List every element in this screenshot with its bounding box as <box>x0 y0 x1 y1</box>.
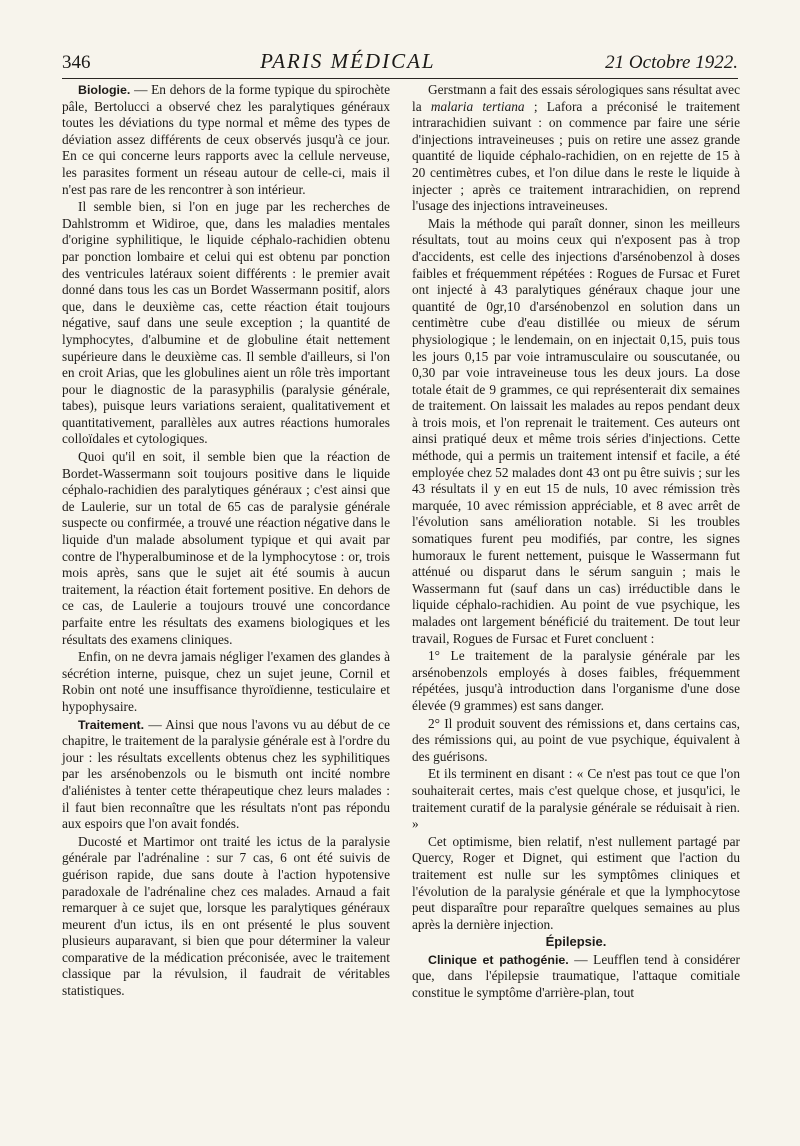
paragraph: Quoi qu'il en soit, il semble bien que la réaction de Bordet-Wassermann soit toujours positive dans le liquide céphalo-rachidien des paralytiques généraux ; c'est ainsi que de Laulerie, sur un total de 65 cas de paralysie générale suspecte ou confirmée, a trouvé une réaction négative dans le liquide d'un malade absolument typique et qui avait par contre de l'hyperalbuminose et de la lymphocytose : or, trois mois après, sans que le sujet ait été soumis à aucun traitement, la réaction était fortement positive. En dehors de ce cas, de Laulerie a toujours trouvé une concordance parfaite entre les résultats des examens biologiques et les résultats des examens cliniques. <box>62 449 390 647</box>
paragraph-traitement: Traitement. — Ainsi que nous l'avons vu au début de ce chapitre, le traitement de la paralysie générale est à l'ordre du jour : les résultats excellents obtenus chez les syphilitiques par les arsénobenzols ou le bismuth ont incité nombre d'aliénistes à tenter cette thérapeutique chez leurs malades : il faut bien reconnaître que les résultats n'ont pas répondu aux espoirs que l'on avait fondés. <box>62 716 390 832</box>
paragraph: Et ils terminent en disant : « Ce n'est pas tout ce que l'on souhaiterait certes, mais c'est quelque chose, et jusqu'ici, le traitement curatif de la paralysie générale se réduisait à rien. » <box>412 766 740 832</box>
paragraph-biologie: Biologie. — En dehors de la forme typique du spirochète pâle, Bertolucci a observé chez les paralytiques généraux toutes les déviations du type normal et même des types de déviation assez différents de ceux observés jusqu'à ce jour. En ce qui concerne leurs rapports avec la cellule nerveuse, les parasites forment un réseau autour de celle-ci, mais il n'est pas rare de les rencontrer à son intérieur. <box>62 82 390 197</box>
left-column <box>62 82 390 1001</box>
section-title-epilepsie: Épilepsie. <box>545 934 607 950</box>
paragraph: Cet optimisme, bien relatif, n'est nullement partagé par Quercy, Roger et Dignet, qui estiment que l'action du traitement est nulle sur les symptômes cliniques et l'évolution de la paralysie générale et que la lymphocytose peut disparaître pour reparaître quelques semaines au plus après la dernière injection. <box>412 833 740 932</box>
paragraph-clinique: Clinique et pathogénie. — Leufflen tend à considérer que, dans l'épilepsie traumatique, l'attaque comitiale constitue le symptôme d'arrière-plan, tout <box>412 951 740 1001</box>
paragraph: Mais la méthode qui paraît donner, sinon les meilleurs résultats, tout au moins ceux qui n'exposent pas à trop d'accidents, est celle des injections d'arsénobenzol à doses faibles et fréquemment répétées : Rogues de Fursac et Furet ont injecté à 43 paralytiques généraux chaque jour une quantité de 0gr,10 d'arsénobenzol en solution dans un centimètre cube d'eau distillée ou mieux de sérum physiologique ; le lendemain, on en injectait 0,15, puis tous les jours 0,15 par voie intramusculaire ou souscutanée, ou 0,30 par voie intraveineuse tous les deux jours. La dose totale était de 9 grammes, ce qui représenterait dix semaines de traitement. On laissait les malades au repos pendant deux à trois mois, et l'on reprenait le traitement. Ces auteurs ont ainsi pratiqué deux et même trois séries d'injections. Cette méthode, qui a permis un traitement intensif et facile, a été employée chez 52 malades dont 43 ont pu être suivis ; sur les 43 résultats il y en eut 15 de nuls, 10 avec rémission très marquée, 10 avec rémission appréciable, et 8 avec arrêt de l'évolution sans amélioration notable. Si les troubles somatiques furent peu modifiés, par contre, les signes humoraux le furent nettement, puisque le Wassermann fut atténué ou disparut dans le sérum sanguin ; mais le Wassermann fut (sauf dans un cas) irréductible dans le liquide céphalo-rachidien. Au point de vue psychique, les malades ont largement bénéficié du traitement. De tout leur travail, Rogues de Fursac et Furet concluent : <box>412 215 740 646</box>
emphasis: malaria tertiana <box>430 98 525 114</box>
numbered-conclusion-1: 1° Le traitement de la paralysie générale par les arsénobenzols employés à doses faibles, fréquemment répétées, jusqu'à introduction dans l'organisme d'une dose élevée (9 grammes) est sans danger. <box>412 648 740 713</box>
numbered-conclusion-2: 2° Il produit souvent des rémissions et, dans certains cas, des rémissions qui, au point de vue psychique, équivalent à des guérisons. <box>412 715 740 764</box>
page-number: 346 <box>62 52 91 73</box>
paragraph: Gerstmann a fait des essais sérologiques sans résultat avec la malaria tertiana ; Lafora a préconisé le traitement intrarachidien suivant : on commence par faire une série d'injections intraveineuses ; puis on retire une assez grande quantité de liquide céphalo-rachidien, on en rejette de 15 à 20 centimètres cubes, et l'on dilue dans le reste le liquide à injecter ; après ce traitement intrarachidien, on reprend l'usage des injections intraveineuses. <box>412 82 741 214</box>
runin-heading: Biologie. <box>78 83 131 97</box>
paragraph: Il semble bien, si l'on en juge par les recherches de Dahlstromm et Widiroe, que, dans les maladies mentales d'origine syphilitique, le liquide céphalo-rachidien obtenu par ponction lombaire et celui qui est obtenu par ponction des ventricules latéraux soient différents : le premier avait donné dans tous les cas un Bordet Wassermann positif, alors que, dans le deuxième cas, cette réaction était toujours négative, sauf dans une seule exception ; la quantité de lymphocytes, d'albumine et de globuline était nettement supérieure dans le deuxième cas. Il semble d'ailleurs, si l'on en croit Arias, que les globulines aient un rôle très important pour le diagnostic de la parasyphilis (paralysie générale, tabes), puisque leurs variations seraient, qualitativement et quantitativement, parallèles aux autres réactions humorales colloïdales et cytologiques. <box>62 199 390 447</box>
paragraph: Enfin, on ne devra jamais négliger l'examen des glandes à sécrétion interne, puisque, chez un sujet jeune, Cornil et Robin ont noté une insuffisance thyroïdienne, testiculaire et hypophysaire. <box>62 649 390 714</box>
paragraph: Ducosté et Martimor ont traité les ictus de la paralysie générale par l'adrénaline : sur 7 cas, 6 ont été suivis de guérison rapide, due sans doute à l'action hypotensive paradoxale de l'adrénaline chez ces malades. Arnaud a fait remarquer à ce sujet que, lorsque les paralytiques généraux meurent d'un ictus, ils en ont présenté le plus souvent plusieurs auparavant, si bien que pour déterminer la valeur comparative de la médication préconisée, avec le traitement classique par la révulsion, il faudrait de véritables statistiques. <box>62 833 390 999</box>
runin-heading: Traitement. <box>78 717 145 732</box>
issue-date: 21 Octobre 1922. <box>605 52 738 73</box>
page-header <box>62 42 738 79</box>
journal-title: PARIS MÉDICAL <box>260 49 436 73</box>
runin-heading: Clinique et pathogénie. <box>428 952 569 967</box>
right-column <box>412 82 740 1003</box>
